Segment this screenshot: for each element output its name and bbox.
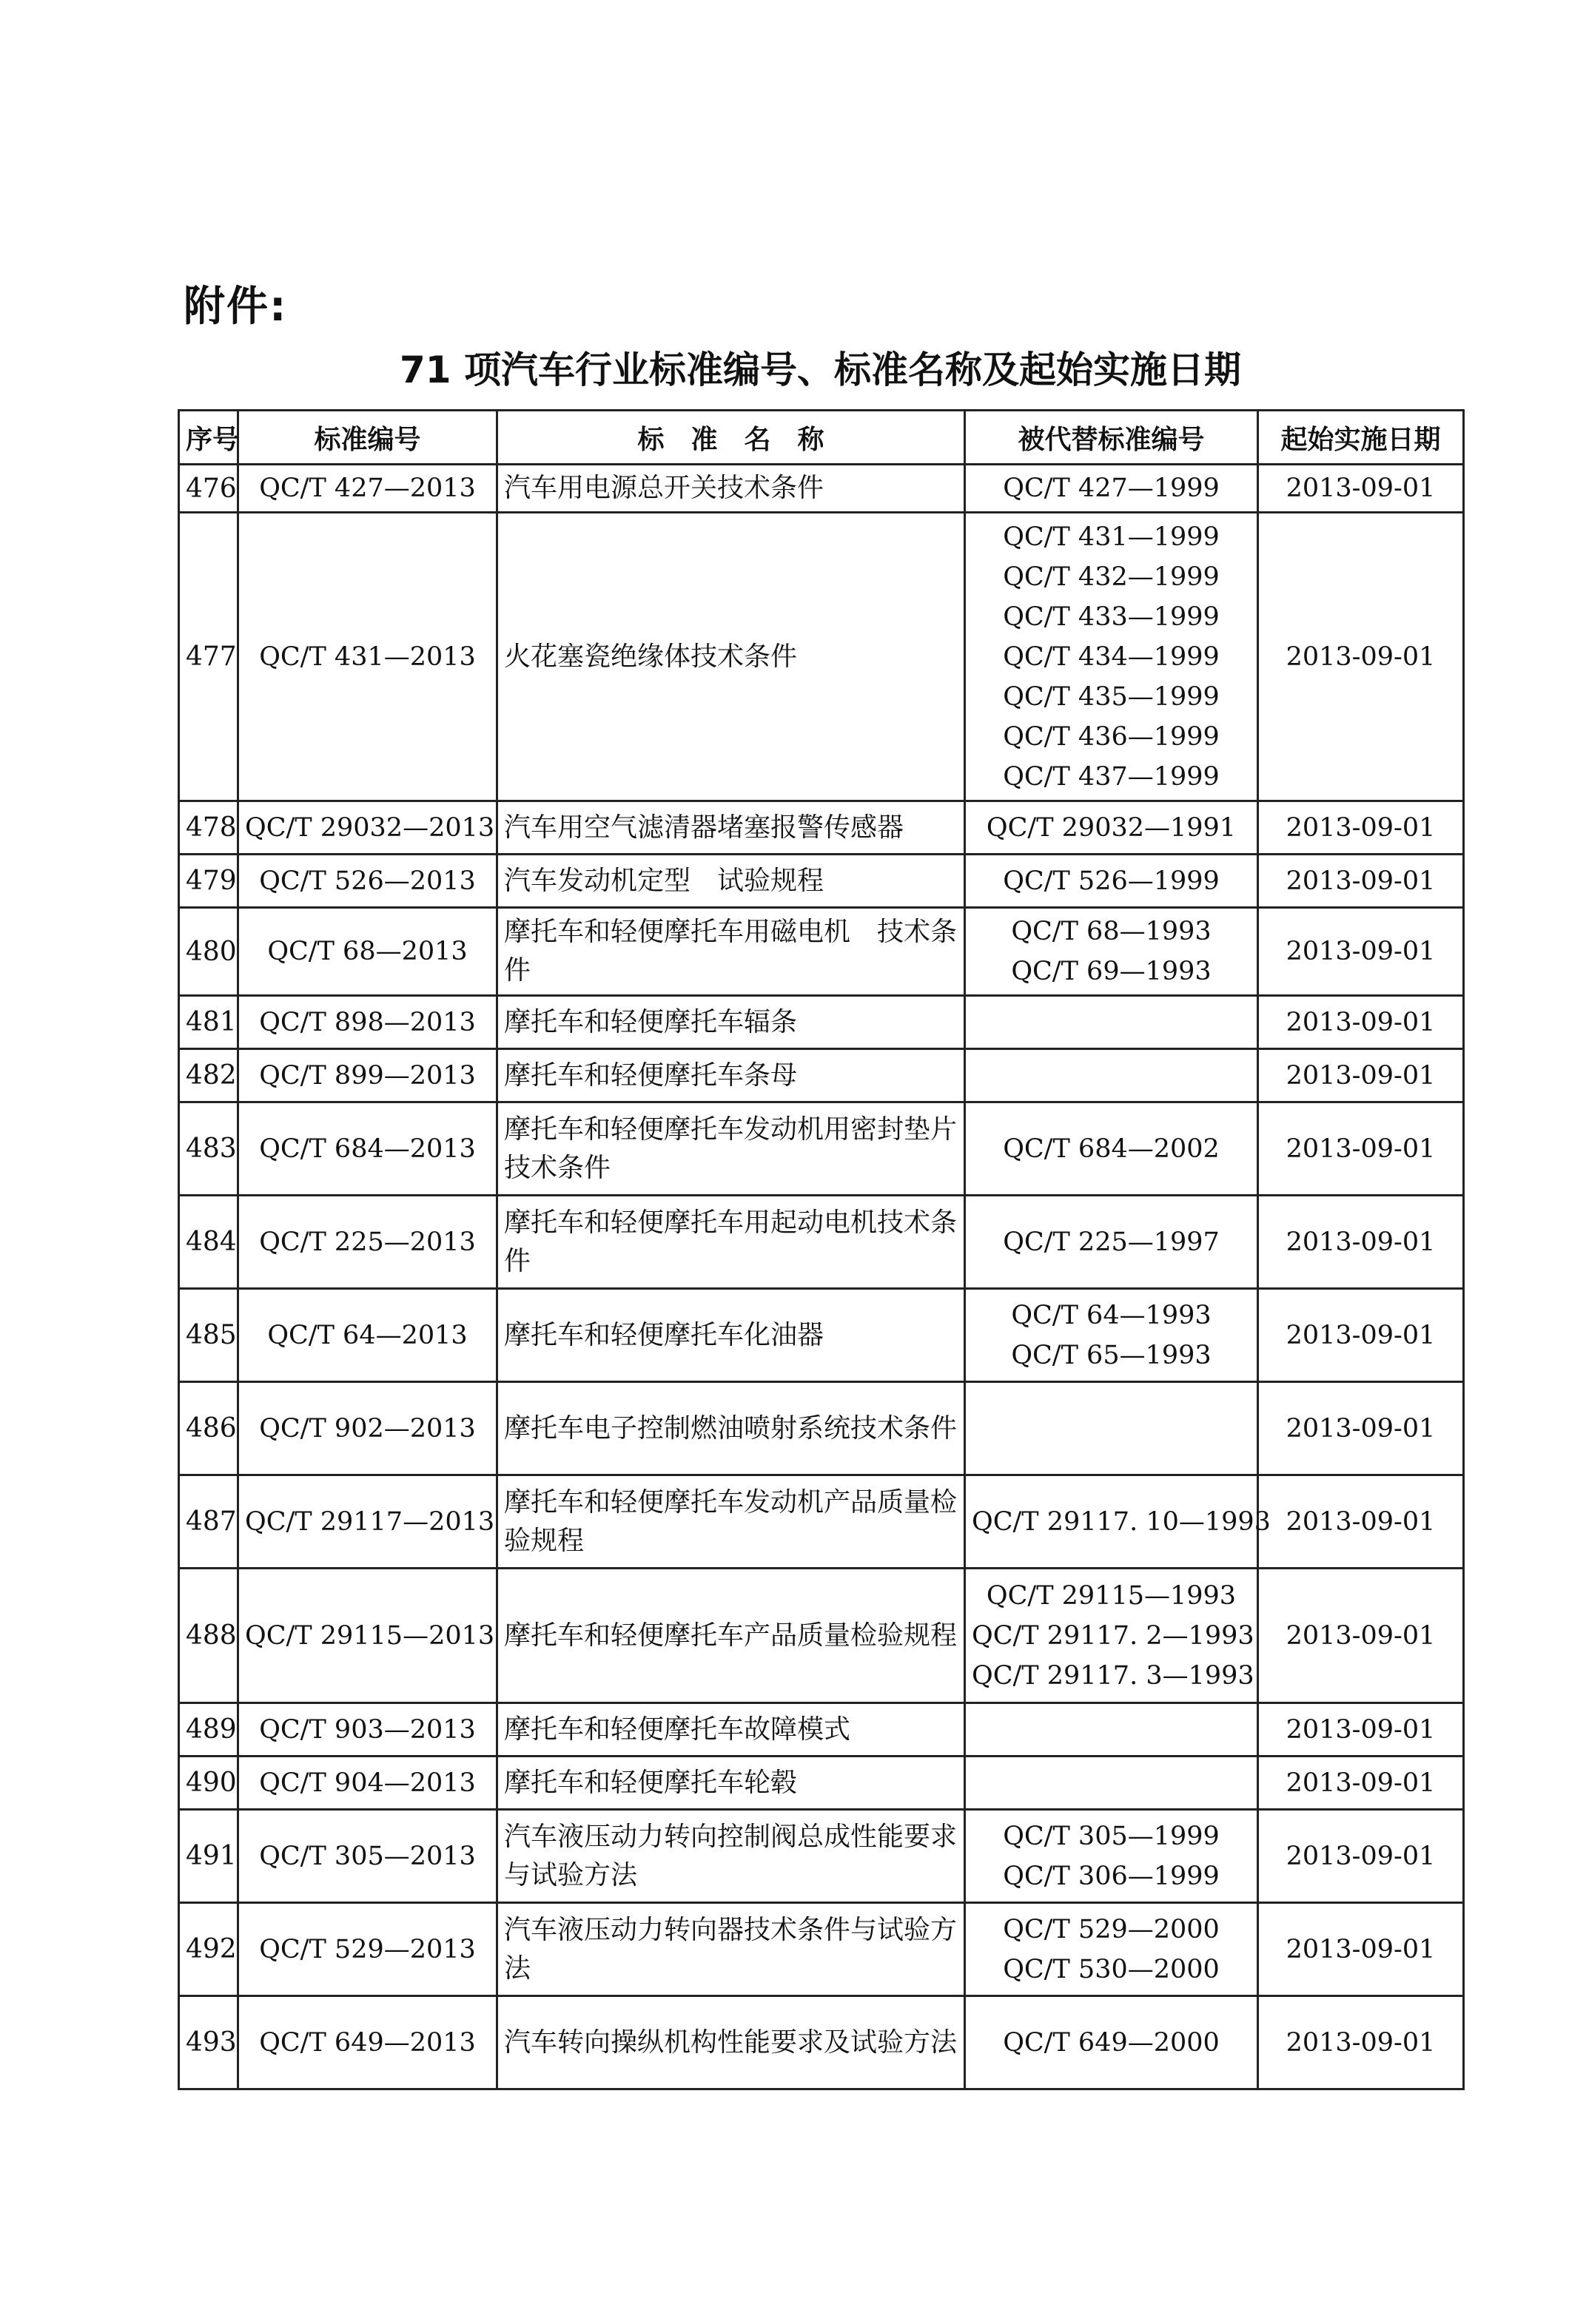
implementation-date: 2013-09-01 [1258, 1196, 1464, 1289]
standards-table [178, 409, 1465, 2090]
row-number: 487 [179, 1475, 238, 1569]
standard-name: 摩托车和轻便摩托车故障模式 [497, 1703, 965, 1757]
table-row [179, 1196, 1464, 1289]
implementation-date: 2013-09-01 [1258, 996, 1464, 1049]
standard-code: QC/T 305—2013 [238, 1810, 497, 1903]
replaced-standard-code: QC/T 29032—1991 [986, 812, 1237, 843]
table-row [179, 1475, 1464, 1569]
table-row [179, 996, 1464, 1049]
replaced-standards [965, 1475, 1271, 1569]
table-row [179, 1703, 1464, 1757]
replaced-standard-code: QC/T 684—2002 [1003, 1134, 1220, 1164]
replaced-standard-code: QC/T 29115—1993 [986, 1580, 1237, 1611]
standard-code: QC/T 64—2013 [238, 1289, 497, 1382]
row-number: 485 [179, 1289, 238, 1382]
implementation-date: 2013-09-01 [1258, 1049, 1464, 1102]
implementation-date: 2013-09-01 [1258, 1810, 1464, 1903]
row-number: 488 [179, 1569, 238, 1703]
table-row [179, 1996, 1464, 2089]
header-replaced: 被代替标准编号 [965, 411, 1258, 465]
row-number: 491 [179, 1810, 238, 1903]
standard-name: 摩托车和轻便摩托车用起动电机技术条件 [497, 1196, 965, 1289]
standard-code: QC/T 902—2013 [238, 1382, 497, 1475]
replaced-standard-code: QC/T 431—1999 [1003, 522, 1220, 552]
row-number: 480 [179, 908, 238, 996]
standard-code: QC/T 29115—2013 [238, 1569, 497, 1703]
replaced-standard-code: QC/T 306—1999 [1003, 1861, 1220, 1891]
replaced-standard-code: QC/T 649—2000 [1003, 2027, 1220, 2058]
header-name: 标 准 名 称 [497, 411, 965, 465]
row-number: 476 [179, 465, 238, 513]
replaced-standard-code: QC/T 526—1999 [1003, 866, 1220, 896]
implementation-date: 2013-09-01 [1258, 1102, 1464, 1196]
table-row [179, 1049, 1464, 1102]
table-row [179, 1382, 1464, 1475]
standard-code: QC/T 529—2013 [238, 1903, 497, 1996]
replaced-standards [965, 1196, 1258, 1289]
table-body [179, 465, 1464, 2089]
replaced-standards [965, 1810, 1258, 1903]
implementation-date: 2013-09-01 [1258, 1757, 1464, 1810]
row-number: 477 [179, 513, 238, 801]
table-header-row [179, 411, 1464, 465]
replaced-standard-code: QC/T 427—1999 [1003, 474, 1220, 503]
standard-name: 汽车液压动力转向器技术条件与试验方法 [497, 1903, 965, 1996]
row-number: 489 [179, 1703, 238, 1757]
standard-name: 摩托车和轻便摩托车条母 [497, 1049, 965, 1102]
replaced-standards [965, 1102, 1258, 1196]
replaced-standard-code: QC/T 64—1993 [1011, 1300, 1212, 1330]
row-number: 481 [179, 996, 238, 1049]
implementation-date: 2013-09-01 [1258, 801, 1464, 855]
header-date: 起始实施日期 [1258, 411, 1464, 465]
document-title: 71 项汽车行业标准编号、标准名称及起始实施日期 [400, 348, 1241, 391]
row-number: 482 [179, 1049, 238, 1102]
standard-code: QC/T 899—2013 [238, 1049, 497, 1102]
replaced-standards [965, 1703, 1258, 1757]
row-number: 478 [179, 801, 238, 855]
replaced-standard-code: QC/T 530—2000 [1003, 1954, 1220, 1984]
replaced-standards [965, 465, 1258, 513]
implementation-date: 2013-09-01 [1258, 908, 1464, 996]
table-row [179, 908, 1464, 996]
standard-code: QC/T 526—2013 [238, 855, 497, 908]
implementation-date: 2013-09-01 [1258, 1903, 1464, 1996]
table-row [179, 513, 1464, 801]
standard-name: 摩托车和轻便摩托车产品质量检验规程 [497, 1569, 965, 1703]
standard-name: 火花塞瓷绝缘体技术条件 [497, 513, 965, 801]
standard-name: 摩托车电子控制燃油喷射系统技术条件 [497, 1382, 965, 1475]
replaced-standards [965, 1289, 1258, 1382]
replaced-standard-code: QC/T 435—1999 [1003, 681, 1220, 712]
table-row [179, 1569, 1464, 1703]
standard-code: QC/T 427—2013 [238, 465, 497, 513]
header-no: 序号 [179, 411, 238, 465]
replaced-standard-code: QC/T 29117. 10—1993 [972, 1506, 1271, 1537]
replaced-standards [965, 513, 1258, 801]
standard-code: QC/T 431—2013 [238, 513, 497, 801]
attachment-label: 附件: [184, 283, 288, 331]
replaced-standards [965, 1757, 1258, 1810]
row-number: 483 [179, 1102, 238, 1196]
row-number: 484 [179, 1196, 238, 1289]
replaced-standards [965, 801, 1258, 855]
implementation-date: 2013-09-01 [1258, 1996, 1464, 2089]
standard-code: QC/T 29032—2013 [238, 801, 497, 855]
replaced-standards [965, 1382, 1258, 1475]
standard-name: 汽车用空气滤清器堵塞报警传感器 [497, 801, 965, 855]
standard-name: 摩托车和轻便摩托车用磁电机 技术条件 [497, 908, 965, 996]
table-row [179, 855, 1464, 908]
standard-code: QC/T 29117—2013 [238, 1475, 497, 1569]
standard-name: 汽车用电源总开关技术条件 [497, 465, 965, 513]
replaced-standard-code: QC/T 436—1999 [1003, 721, 1220, 752]
replaced-standard-code: QC/T 433—1999 [1003, 602, 1220, 632]
row-number: 479 [179, 855, 238, 908]
implementation-date: 2013-09-01 [1258, 1289, 1464, 1382]
standard-name: 汽车转向操纵机构性能要求及试验方法 [497, 1996, 965, 2089]
implementation-date: 2013-09-01 [1258, 465, 1464, 513]
replaced-standard-code: QC/T 434—1999 [1003, 641, 1220, 672]
replaced-standards [965, 908, 1258, 996]
implementation-date: 2013-09-01 [1258, 1569, 1464, 1703]
standard-name: 摩托车和轻便摩托车辐条 [497, 996, 965, 1049]
standard-code: QC/T 684—2013 [238, 1102, 497, 1196]
implementation-date: 2013-09-01 [1258, 513, 1464, 801]
standard-name: 摩托车和轻便摩托车发动机产品质量检验规程 [497, 1475, 965, 1569]
implementation-date: 2013-09-01 [1258, 855, 1464, 908]
row-number: 486 [179, 1382, 238, 1475]
replaced-standard-code: QC/T 29117. 2—1993 [972, 1620, 1254, 1651]
replaced-standards [965, 1569, 1258, 1703]
replaced-standards [965, 1049, 1258, 1102]
standard-code: QC/T 904—2013 [238, 1757, 497, 1810]
replaced-standards [965, 1996, 1258, 2089]
replaced-standard-code: QC/T 68—1993 [1011, 917, 1212, 946]
standard-code: QC/T 649—2013 [238, 1996, 497, 2089]
table-row [179, 1757, 1464, 1810]
replaced-standard-code: QC/T 305—1999 [1003, 1821, 1220, 1851]
replaced-standards [965, 1903, 1258, 1996]
table-row [179, 1102, 1464, 1196]
table-row [179, 465, 1464, 513]
standard-name: 摩托车和轻便摩托车化油器 [497, 1289, 965, 1382]
standard-name: 汽车发动机定型 试验规程 [497, 855, 965, 908]
implementation-date: 2013-09-01 [1258, 1475, 1464, 1569]
replaced-standards [965, 996, 1258, 1049]
replaced-standard-code: QC/T 29117. 3—1993 [972, 1660, 1254, 1691]
standard-code: QC/T 898—2013 [238, 996, 497, 1049]
standard-name: 摩托车和轻便摩托车发动机用密封垫片技术条件 [497, 1102, 965, 1196]
standard-name: 摩托车和轻便摩托车轮毂 [497, 1757, 965, 1810]
standard-name: 汽车液压动力转向控制阀总成性能要求与试验方法 [497, 1810, 965, 1903]
table-row [179, 1903, 1464, 1996]
row-number: 493 [179, 1996, 238, 2089]
table-row [179, 1810, 1464, 1903]
replaced-standard-code: QC/T 432—1999 [1003, 562, 1220, 592]
implementation-date: 2013-09-01 [1258, 1382, 1464, 1475]
table-row [179, 1289, 1464, 1382]
row-number: 492 [179, 1903, 238, 1996]
row-number: 490 [179, 1757, 238, 1810]
replaced-standard-code: QC/T 65—1993 [1011, 1340, 1212, 1370]
replaced-standards [965, 855, 1258, 908]
replaced-standard-code: QC/T 69—1993 [1011, 957, 1212, 986]
standard-code: QC/T 68—2013 [238, 908, 497, 996]
replaced-standard-code: QC/T 529—2000 [1003, 1914, 1220, 1944]
standard-code: QC/T 225—2013 [238, 1196, 497, 1289]
standard-code: QC/T 903—2013 [238, 1703, 497, 1757]
replaced-standard-code: QC/T 225—1997 [1003, 1227, 1220, 1257]
table-row [179, 801, 1464, 855]
implementation-date: 2013-09-01 [1258, 1703, 1464, 1757]
replaced-standard-code: QC/T 437—1999 [1003, 761, 1220, 792]
header-code: 标准编号 [238, 411, 497, 465]
